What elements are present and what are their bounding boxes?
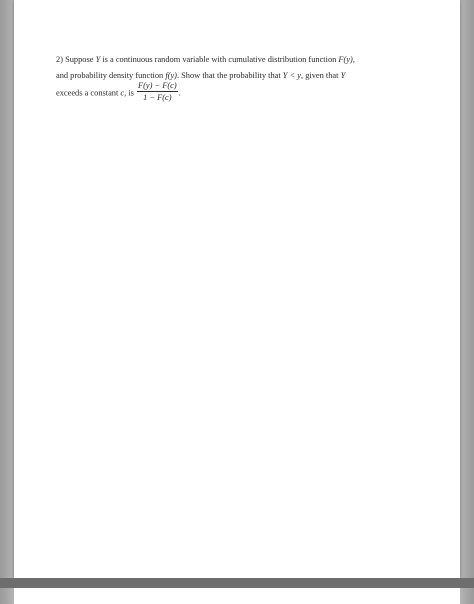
math-variable: c [120,88,125,98]
text-segment: 2) Suppose [56,55,96,64]
text-segment: and probability density function [56,70,166,80]
document-page [14,0,460,578]
math-expression: f(y) [165,70,177,80]
text-segment: , [352,55,355,64]
problem-line-2 [56,68,436,84]
text-segment: . [178,88,181,98]
text-segment: is a continuous random variable with cumulative distribution function [100,55,339,64]
text-segment: , is [124,88,137,98]
math-expression: F(y) [338,55,353,64]
math-expression: Y < y [282,70,302,80]
fraction [137,81,178,102]
text-segment: , given that [301,70,341,80]
next-page [14,588,460,604]
math-variable: Y [95,55,101,64]
problem-line-3 [56,83,436,104]
problem-line-1 [56,52,436,68]
text-segment: exceeds a constant [56,88,121,98]
text-segment: . Show that the probability that [176,70,283,80]
fraction-numerator: F(y) − F(c) [138,81,177,90]
fraction-denominator: 1 − F(c) [143,93,172,102]
page-separator [0,578,474,588]
math-variable: Y [340,70,346,80]
problem-text [56,52,436,104]
